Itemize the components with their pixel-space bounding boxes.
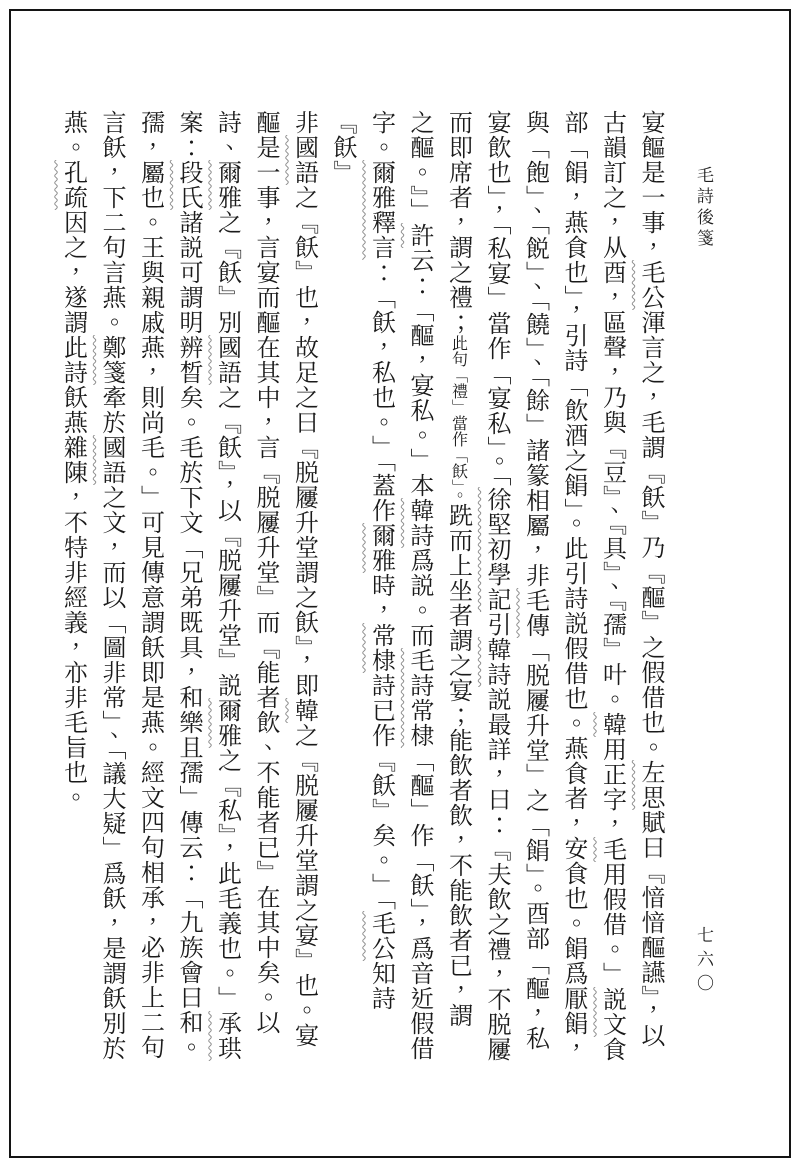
text-column	[247, 110, 286, 1068]
text-run: 部「䬼，燕食也」，引詩「飲酒之䬼」。此引詩説假借也。燕食者，安食也。䬼爲厭䬼，	[560, 110, 588, 1061]
text-column	[439, 110, 478, 1068]
proper-noun-marked-text: 韓	[290, 698, 319, 723]
text-run: 渾言之，毛謂『飫』乃『醧』之假借也。	[637, 310, 665, 760]
proper-noun-marked-text: 毛詩常棣	[406, 648, 434, 748]
text-run: 牽於	[98, 385, 126, 435]
proper-noun-marked-text: 國語	[213, 335, 242, 385]
text-run: 「醧」作「飫」，爲音近假借	[406, 748, 434, 1061]
text-run: 之『私』，此毛義也。」	[213, 748, 242, 1011]
text-column	[285, 110, 324, 1068]
text-run: 云：「醧，宴私。」本	[406, 248, 434, 498]
text-run: 言飫，下二句言燕。	[98, 110, 126, 335]
text-run: ：「飫，私也。」「蓋作	[367, 260, 396, 523]
text-run: 知詩『飫』	[329, 110, 396, 1011]
text-column	[632, 110, 671, 1068]
text-run: 用正字，	[598, 737, 627, 837]
text-run: 諸説可謂明辨晳矣。毛於下文「兄弟既具，和樂且孺」傳云：「九族會曰和。	[175, 210, 203, 1060]
text-run: 因之，遂謂此詩飫燕雜陳，不特非經義，亦非毛旨也。	[59, 210, 88, 810]
text-column	[516, 110, 555, 1068]
text-run: 之『脱屨升堂謂之宴』也。宴	[290, 723, 319, 1048]
proper-noun-marked-text: 承珙	[213, 1011, 242, 1061]
proper-noun-marked-text: 國語	[98, 435, 126, 485]
proper-noun-marked-text: 國語	[290, 135, 319, 185]
text-run: 宴飲也」，「私宴」當作「宴私」。「	[483, 110, 511, 487]
proper-noun-marked-text: 左思	[637, 760, 665, 810]
text-column	[478, 110, 517, 1068]
text-run: 用假借。」	[598, 862, 627, 987]
proper-noun-marked-text: 毛公	[637, 260, 665, 310]
text-column	[54, 110, 93, 1068]
proper-noun-marked-text: 常棣	[367, 623, 396, 673]
proper-noun-marked-text: 徐堅初學記	[483, 487, 511, 612]
text-run: 醧是一事，言宴而醧在其中，言『脱屨升堂』而『能者飲、不能者已』在其中矣。以	[252, 110, 280, 1035]
proper-noun-marked-text: 爾雅	[213, 160, 242, 210]
text-run: 「脱屨升堂」之「䬼」。酉部「醧，私	[521, 638, 550, 1051]
text-run: 説最詳，曰：『夫飲之禮，不脱屨	[483, 687, 511, 1062]
text-block	[54, 110, 670, 1068]
text-column	[208, 110, 247, 1068]
inline-annotation: 此句「禮」當作「飫」。	[449, 335, 469, 503]
text-run: 之『飫』別	[213, 210, 242, 335]
text-column	[555, 110, 594, 1068]
text-column	[401, 110, 440, 1068]
text-column	[324, 110, 401, 1068]
proper-noun-marked-text: 鄭箋	[98, 335, 126, 385]
running-title: 毛詩後箋	[693, 166, 713, 250]
text-run: 引	[483, 612, 511, 637]
proper-noun-marked-text: 爾雅釋言	[367, 160, 396, 260]
text-run: 宴饇是一事，	[637, 110, 665, 260]
text-column	[170, 110, 209, 1068]
text-run: 時，	[367, 573, 396, 623]
text-run: 跣而上坐者謂之宴；能飲者飲，不能飲者已，謂	[444, 503, 473, 1028]
text-run: 燕。	[59, 110, 88, 160]
proper-noun-marked-text: 孔疏	[59, 160, 88, 210]
text-run: 字。	[367, 110, 396, 160]
text-run: 之『飫』，以『脱屨升堂』説	[213, 385, 242, 698]
text-column	[93, 110, 132, 1068]
proper-noun-marked-text: 許	[406, 223, 434, 248]
text-column	[593, 110, 632, 1068]
proper-noun-marked-text: 毛	[598, 837, 627, 862]
text-run: 賦曰『愔愔醧讌』，以	[637, 810, 665, 1048]
text-run: 古韻訂之，从酉，區聲，乃與『豆』、『具』、『孺』叶。	[598, 110, 627, 712]
proper-noun-marked-text: 説文	[598, 987, 627, 1037]
text-column	[131, 110, 170, 1068]
proper-noun-marked-text: 爾雅	[213, 698, 242, 748]
text-run: 食	[598, 1037, 627, 1062]
proper-noun-marked-text: 爾雅	[367, 523, 396, 573]
page-number: 七六〇	[693, 926, 713, 998]
text-run: 孺，屬也。王與親戚燕，則尚毛。」可見傳意謂飫即是燕。經文四句相承，必非上二句	[136, 110, 165, 1060]
text-run: 案：	[175, 110, 203, 160]
proper-noun-marked-text: 韓詩	[483, 637, 511, 687]
text-run: 詩已作『飫』矣。」「	[367, 673, 396, 911]
proper-noun-marked-text: 毛傳	[521, 588, 550, 638]
text-run: 與「飽」、「䬽」、「饒」、「餘」諸篆相屬，非	[521, 110, 550, 588]
text-run: 而即席者，謂之禮；	[444, 110, 473, 335]
proper-noun-marked-text: 段氏	[175, 160, 203, 210]
text-run: 之『飫』也，故足之曰『脱屨升堂謂之飫』，即	[290, 185, 319, 698]
text-run: 非	[290, 110, 319, 135]
proper-noun-marked-text: 毛公	[367, 911, 396, 961]
proper-noun-marked-text: 韓	[598, 712, 627, 737]
text-run: 爲説。而	[406, 548, 434, 648]
proper-noun-marked-text: 韓詩	[406, 498, 434, 548]
text-run: 之文，而以「圖非常」、「議大疑」爲飫，是謂飫別於	[98, 485, 126, 1061]
text-run: 詩、	[213, 110, 242, 160]
text-run: 之醧。』」	[406, 110, 434, 223]
